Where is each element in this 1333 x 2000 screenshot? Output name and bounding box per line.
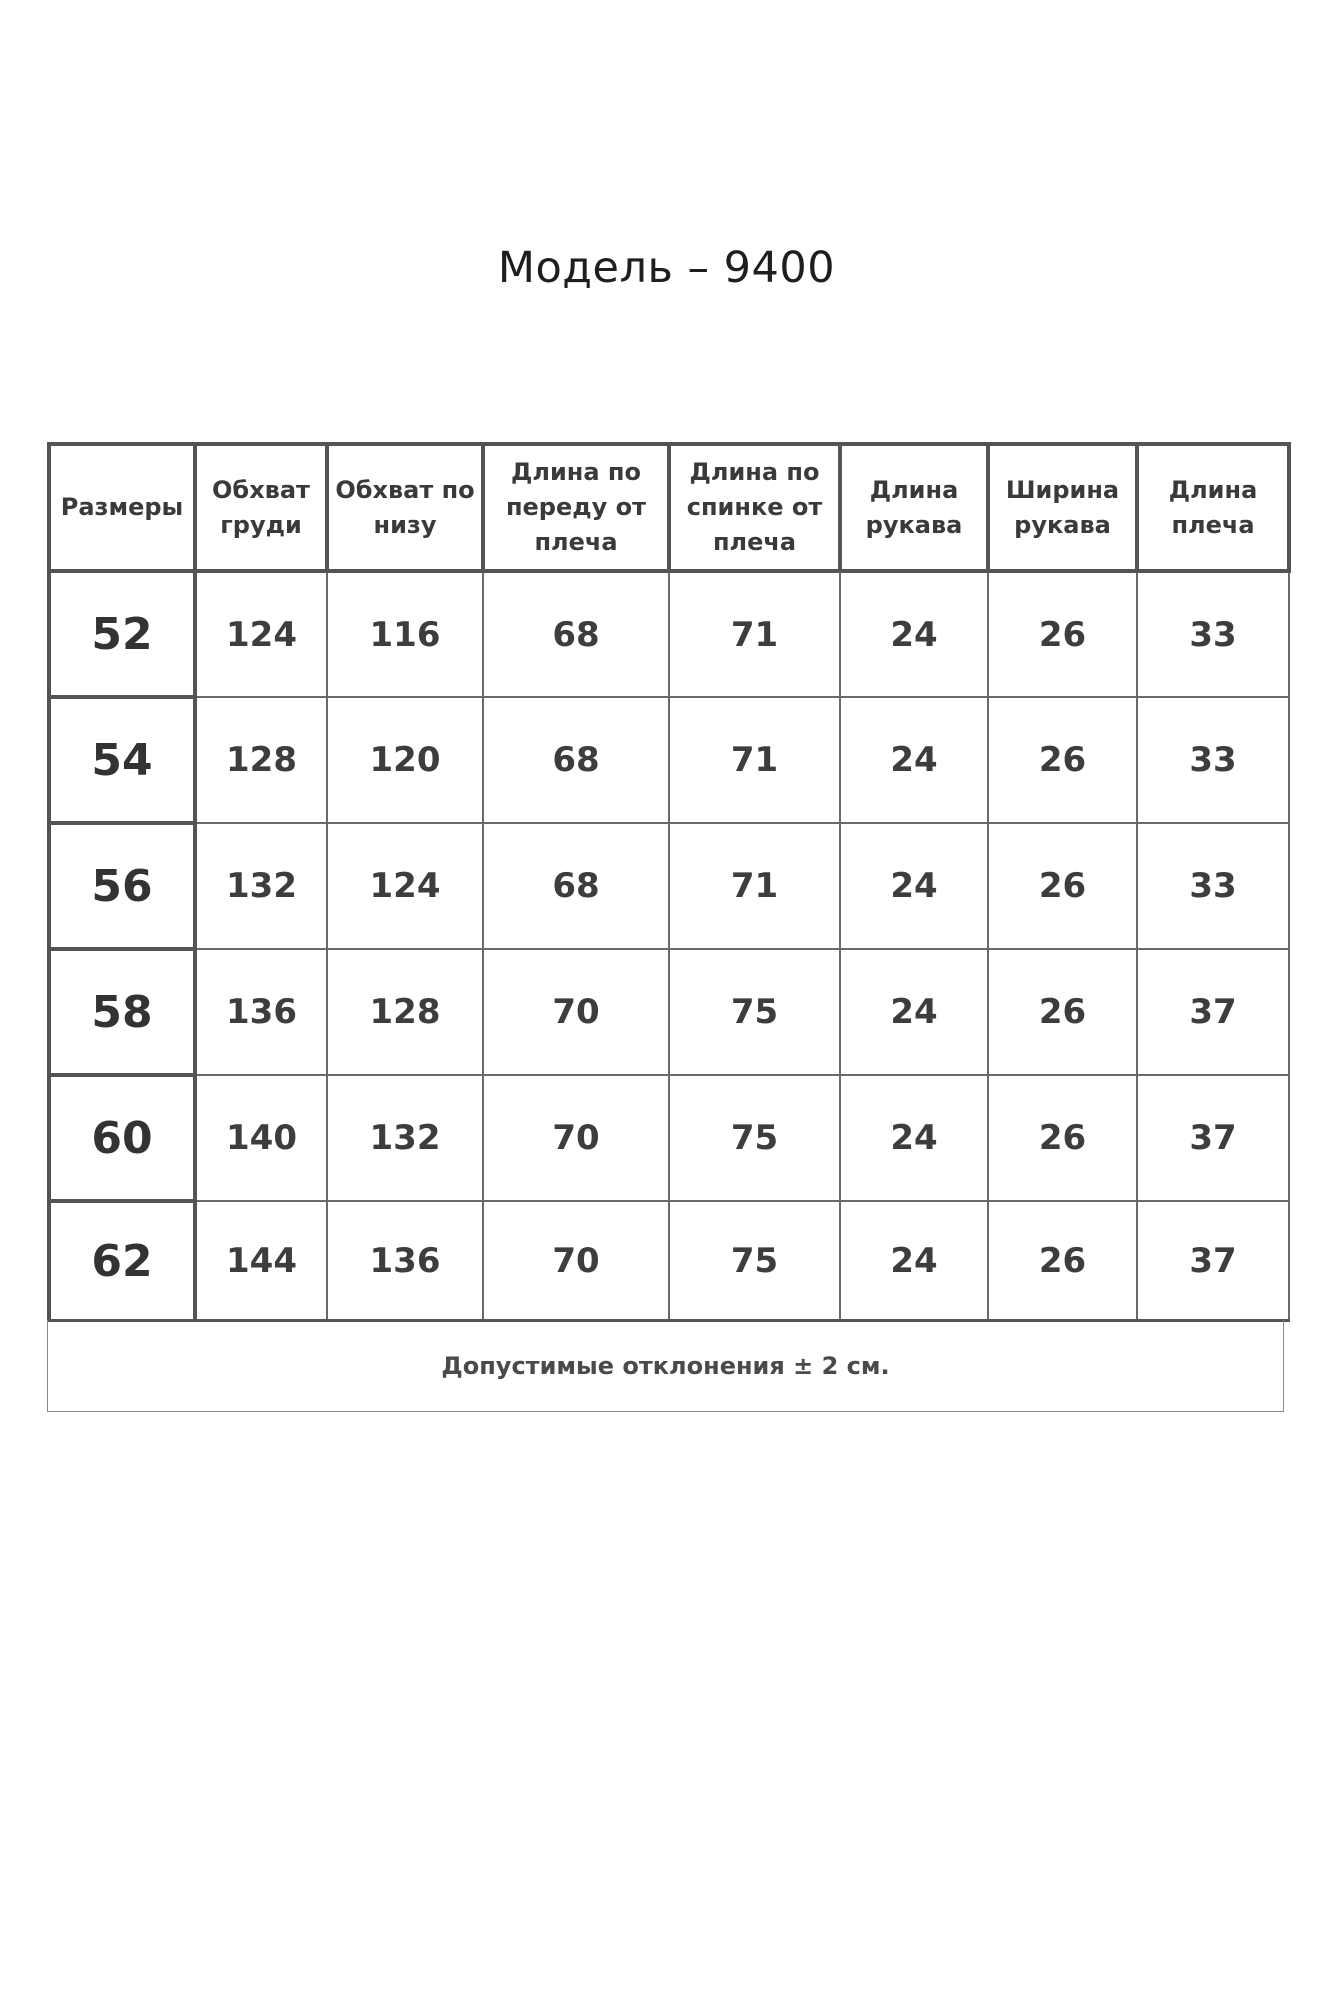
table-cell: 24: [840, 571, 988, 697]
table-cell: 68: [483, 571, 669, 697]
table-cell: 68: [483, 823, 669, 949]
table-cell: 33: [1137, 571, 1289, 697]
table-row: [49, 571, 1289, 697]
table-cell: 26: [988, 571, 1137, 697]
header-front-length: Длина по переду от плеча: [483, 444, 669, 571]
header-chest-girth: Обхват груди: [195, 444, 327, 571]
size-cell: 52: [49, 571, 195, 697]
table-cell: 24: [840, 823, 988, 949]
table-row: [49, 823, 1289, 949]
header-sizes: Размеры: [49, 444, 195, 571]
table-cell: 136: [195, 949, 327, 1075]
table-cell: 70: [483, 949, 669, 1075]
table-cell: 144: [195, 1201, 327, 1321]
table-row: [49, 949, 1289, 1075]
table-cell: 26: [988, 949, 1137, 1075]
header-hem-girth: Обхват по низу: [327, 444, 483, 571]
table-cell: 37: [1137, 1075, 1289, 1201]
table-cell: 71: [669, 823, 840, 949]
table-cell: 24: [840, 697, 988, 823]
table-cell: 70: [483, 1201, 669, 1321]
size-cell: 58: [49, 949, 195, 1075]
table-cell: 26: [988, 1201, 1137, 1321]
table-cell: 33: [1137, 823, 1289, 949]
table-cell: 116: [327, 571, 483, 697]
table-cell: 26: [988, 697, 1137, 823]
size-cell: 60: [49, 1075, 195, 1201]
table-cell: 128: [195, 697, 327, 823]
page-title: Модель – 9400: [497, 243, 836, 293]
table-cell: 24: [840, 949, 988, 1075]
size-chart-table: [47, 442, 1291, 1322]
table-cell: 75: [669, 949, 840, 1075]
table-row: [49, 1075, 1289, 1201]
table-row: [49, 1201, 1289, 1321]
table-row: [49, 697, 1289, 823]
header-back-length: Длина по спинке от плеча: [669, 444, 840, 571]
tolerance-note: Допустимые отклонения ± 2 см.: [47, 1320, 1284, 1412]
table-cell: 33: [1137, 697, 1289, 823]
size-cell: 62: [49, 1201, 195, 1321]
size-cell: 56: [49, 823, 195, 949]
table-cell: 120: [327, 697, 483, 823]
table-cell: 26: [988, 1075, 1137, 1201]
header-sleeve-width: Ширина рукава: [988, 444, 1137, 571]
table-cell: 75: [669, 1075, 840, 1201]
table-cell: 24: [840, 1201, 988, 1321]
table-cell: 70: [483, 1075, 669, 1201]
table-cell: 75: [669, 1201, 840, 1321]
header-sleeve-length: Длина рукава: [840, 444, 988, 571]
table-cell: 128: [327, 949, 483, 1075]
header-shoulder-length: Длина плеча: [1137, 444, 1289, 571]
table-cell: 136: [327, 1201, 483, 1321]
table-cell: 24: [840, 1075, 988, 1201]
table-cell: 68: [483, 697, 669, 823]
table-cell: 37: [1137, 949, 1289, 1075]
table-cell: 132: [327, 1075, 483, 1201]
table-cell: 132: [195, 823, 327, 949]
size-cell: 54: [49, 697, 195, 823]
table-cell: 26: [988, 823, 1137, 949]
table-cell: 37: [1137, 1201, 1289, 1321]
table-cell: 124: [327, 823, 483, 949]
table-cell: 71: [669, 571, 840, 697]
table-cell: 124: [195, 571, 327, 697]
table-header-row: [49, 444, 1289, 571]
table-cell: 140: [195, 1075, 327, 1201]
table-cell: 71: [669, 697, 840, 823]
